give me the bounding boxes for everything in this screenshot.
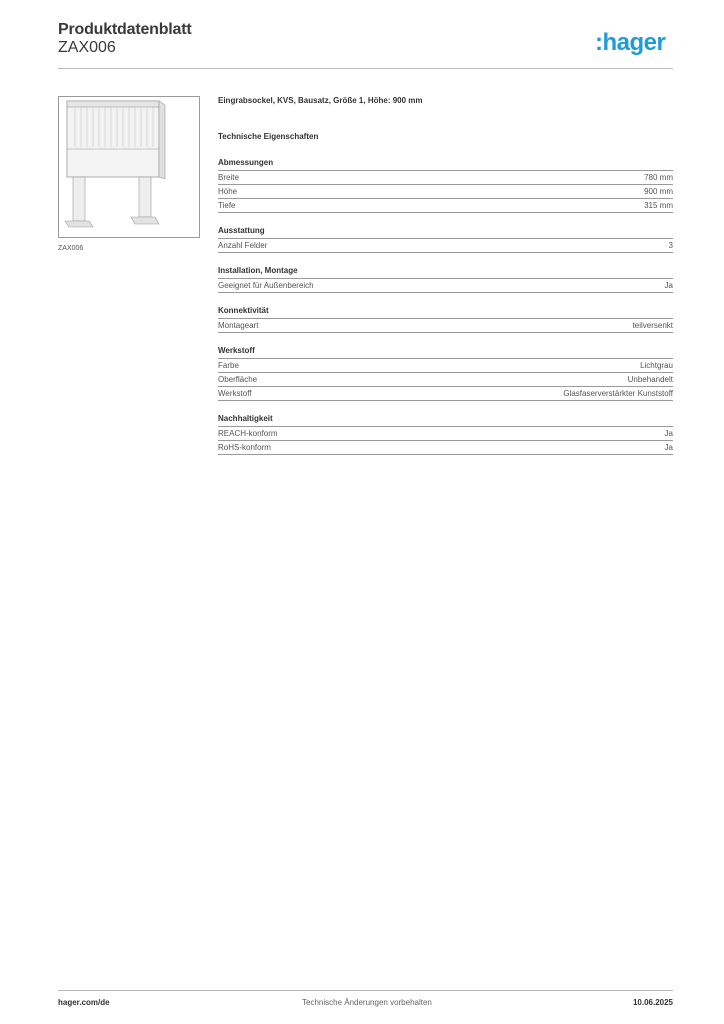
section-title: Nachhaltigkeit [218, 413, 673, 427]
property-label: RoHS-konform [218, 443, 271, 452]
property-row [218, 279, 673, 293]
footer-divider [58, 990, 673, 991]
property-label: Geeignet für Außenbereich [218, 281, 314, 290]
property-row [218, 441, 673, 455]
property-value: Ja [664, 429, 673, 438]
property-sections [218, 157, 673, 455]
property-row [218, 171, 673, 185]
property-row [218, 239, 673, 253]
property-label: Breite [218, 173, 239, 182]
page-title: Produktdatenblatt [58, 21, 192, 38]
section-title: Werkstoff [218, 345, 673, 359]
property-value: 900 mm [644, 187, 673, 196]
property-label: Oberfläche [218, 375, 258, 384]
product-illustration [59, 97, 199, 237]
property-value: Ja [664, 281, 673, 290]
property-label: Farbe [218, 361, 239, 370]
property-row [218, 427, 673, 441]
product-image [58, 96, 200, 238]
section-title: Installation, Montage [218, 265, 673, 279]
image-caption: ZAX006 [58, 245, 84, 252]
product-description: Eingrabsockel, KVS, Bausatz, Größe 1, Höhe: 900 mm [218, 96, 423, 105]
section-title: Ausstattung [218, 225, 673, 239]
property-value: Lichtgrau [640, 361, 673, 370]
section-title: Konnektivität [218, 305, 673, 319]
footer-notice: Technische Änderungen vorbehalten [302, 998, 432, 1007]
property-label: Anzahl Felder [218, 241, 268, 250]
product-details [218, 95, 673, 467]
property-value: teilversenkt [632, 321, 673, 330]
property-section [218, 345, 673, 401]
property-row [218, 373, 673, 387]
property-row [218, 199, 673, 213]
property-value: Glasfaserverstärkter Kunststoff [563, 389, 673, 398]
property-value: 315 mm [644, 201, 673, 210]
header-divider [58, 68, 673, 69]
property-label: REACH-konform [218, 429, 278, 438]
property-section [218, 305, 673, 333]
property-section [218, 265, 673, 293]
product-code: ZAX006 [58, 39, 116, 56]
property-label: Montageart [218, 321, 259, 330]
property-section [218, 413, 673, 455]
property-section [218, 157, 673, 213]
property-label: Höhe [218, 187, 238, 196]
hager-logo [595, 28, 673, 58]
property-section [218, 225, 673, 253]
property-value: 780 mm [644, 173, 673, 182]
tech-properties-heading: Technische Eigenschaften [218, 132, 319, 141]
property-label: Tiefe [218, 201, 236, 210]
property-row [218, 359, 673, 373]
section-title: Abmessungen [218, 157, 673, 171]
property-value: Ja [664, 443, 673, 452]
property-row [218, 387, 673, 401]
property-row [218, 185, 673, 199]
footer-date: 10.06.2025 [632, 998, 673, 1007]
property-value: 3 [668, 241, 673, 250]
property-row [218, 319, 673, 333]
property-label: Werkstoff [218, 389, 252, 398]
logo-text: :hager [595, 29, 666, 56]
property-value: Unbehandelt [627, 375, 673, 384]
footer-website-link[interactable]: hager.com/de [58, 998, 110, 1007]
